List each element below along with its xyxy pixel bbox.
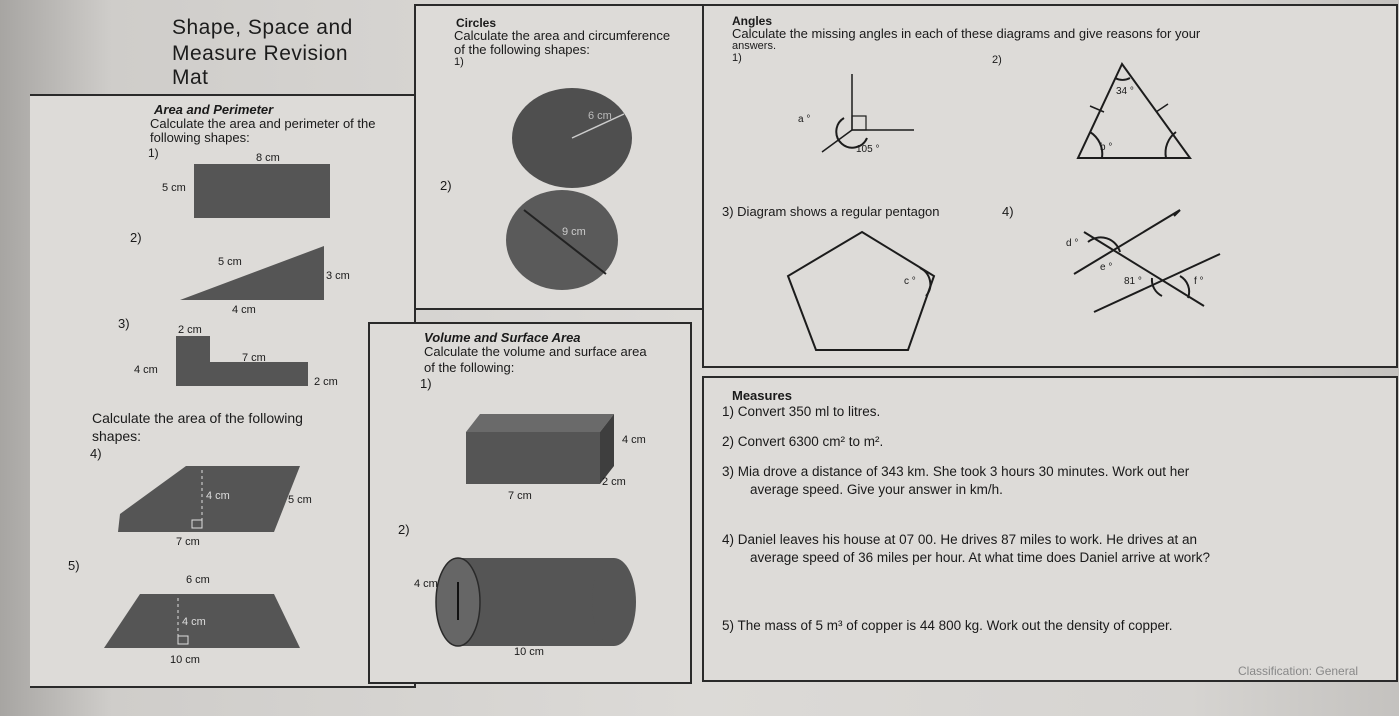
area-heading: Area and Perimeter [154,102,274,117]
q3-angle-c-label: c ° [904,276,916,287]
measures-q2: 2) Convert 6300 cm² to m². [722,434,884,449]
cuboid-top [466,414,614,432]
measures-heading: Measures [732,388,792,403]
area-q3-mid-label: 7 cm [242,352,266,364]
volume-instruction-1: Calculate the volume and surface area [424,344,647,359]
area-q3-top-label: 2 cm [178,324,202,336]
area-q5-number: 5) [68,558,80,573]
right-triangle-shape [180,246,324,300]
area-instruction-2: following shapes: [150,130,250,145]
q4-given-angle-label: 81 ° [1124,276,1142,287]
q2-top-angle-label: 34 ° [1116,86,1134,97]
area-perimeter-panel [30,94,416,688]
angles-q3-text: 3) Diagram shows a regular pentagon [722,204,940,219]
volume-q2-number: 2) [398,522,410,537]
area-q3-right-label: 2 cm [314,376,338,388]
q2-tick-right [1156,104,1168,112]
area-q4-base-label: 7 cm [176,536,200,548]
q1-right-angle [852,116,866,130]
area-q3-left-label: 4 cm [134,364,158,376]
area-q5-base-label: 10 cm [170,654,200,666]
cylinder-length-label: 10 cm [514,646,544,658]
q2-triangle [1078,64,1190,158]
q4-angle-d-label: d ° [1066,238,1079,249]
volume-q1-number: 1) [420,376,432,391]
volume-panel [368,322,692,684]
volume-heading: Volume and Surface Area [424,330,581,345]
circles-q1-number: 1) [454,56,464,68]
q2-top-arc [1115,78,1130,80]
circles-q2-number: 2) [440,178,452,193]
angles-q1-number: 1) [732,52,742,64]
area-q2-number: 2) [130,230,142,245]
q1-given-angle-label: 105 ° [856,144,880,155]
q4-angle-e-label: e ° [1100,262,1113,273]
angles-heading: Angles [732,14,773,28]
circles-svg [416,6,704,308]
area-shapes-svg [30,96,414,686]
area-q1-number: 1) [148,146,159,160]
area-q4-number: 4) [90,446,102,461]
area-q5-top-label: 6 cm [186,574,210,586]
title-line-1: Shape, Space and [172,16,353,39]
measures-panel [702,376,1398,682]
volume-svg [370,324,690,682]
circles-panel [414,4,706,310]
area-q2-base-label: 4 cm [232,304,256,316]
measures-q3-line2: average speed. Give your answer in km/h. [750,482,1003,497]
measures-q3-line1: 3) Mia drove a distance of 343 km. She took 3 hours 30 minutes. Work out her [722,464,1190,479]
q4-angle-f-label: f ° [1194,276,1204,287]
circle-1-radius-label: 6 cm [588,110,612,122]
q2-angle-b-label: b ° [1100,142,1113,153]
cuboid-front [466,432,600,484]
measures-q4-line2: average speed of 36 miles per hour. At what time does Daniel arrive at work? [750,550,1210,565]
circles-heading: Circles [456,16,497,30]
area-q4-slant-label: 5 cm [288,494,312,506]
q4-parallel-line-1 [1074,210,1180,274]
measures-q5: 5) The mass of 5 m³ of copper is 44 800 kg. Work out the density of copper. [722,618,1173,633]
circles-instruction-2: of the following shapes: [454,42,590,57]
cylinder-diameter-label: 4 cm [414,578,438,590]
cylinder-body [458,558,614,646]
regular-pentagon [788,232,934,350]
area-q2-side-label: 3 cm [326,270,350,282]
area-q2-hyp-label: 5 cm [218,256,242,268]
cuboid-length-label: 7 cm [508,490,532,502]
angles-instruction-1: Calculate the missing angles in each of these diagrams and give reasons for your [732,26,1201,41]
q1-angle-a-label: a ° [798,114,811,125]
cuboid-depth-label: 2 cm [602,476,626,488]
measures-q1: 1) Convert 350 ml to litres. [722,404,881,419]
title-block [150,4,412,92]
angles-q2-number: 2) [992,54,1002,66]
title-line-2: Measure Revision [172,42,349,65]
circle-2-diameter-label: 9 cm [562,226,586,238]
angles-instruction-2: answers. [732,40,777,52]
measures-q4-line1: 4) Daniel leaves his house at 07 00. He drives 87 miles to work. He drives at an [722,532,1197,547]
area-q5-height-label: 4 cm [182,616,206,628]
area-instruction-3a: Calculate the area of the following [92,410,303,426]
area-q4-height-label: 4 cm [206,490,230,502]
circles-instruction-1: Calculate the area and circumference [454,28,671,43]
volume-instruction-2: of the following: [424,360,515,375]
cylinder-end-right [592,558,636,646]
angles-panel [702,4,1398,368]
classification-footer: Classification: General [1238,664,1359,678]
area-instruction-1: Calculate the area and perimeter of the [150,116,376,131]
title-line-3: Mat [172,66,209,89]
area-q1-top-label: 8 cm [256,152,280,164]
cuboid-height-label: 4 cm [622,434,646,446]
area-q3-number: 3) [118,316,130,331]
area-q1-side-label: 5 cm [162,182,186,194]
area-instruction-3b: shapes: [92,428,142,444]
angles-q4-number: 4) [1002,204,1014,219]
angles-svg [704,6,1396,366]
